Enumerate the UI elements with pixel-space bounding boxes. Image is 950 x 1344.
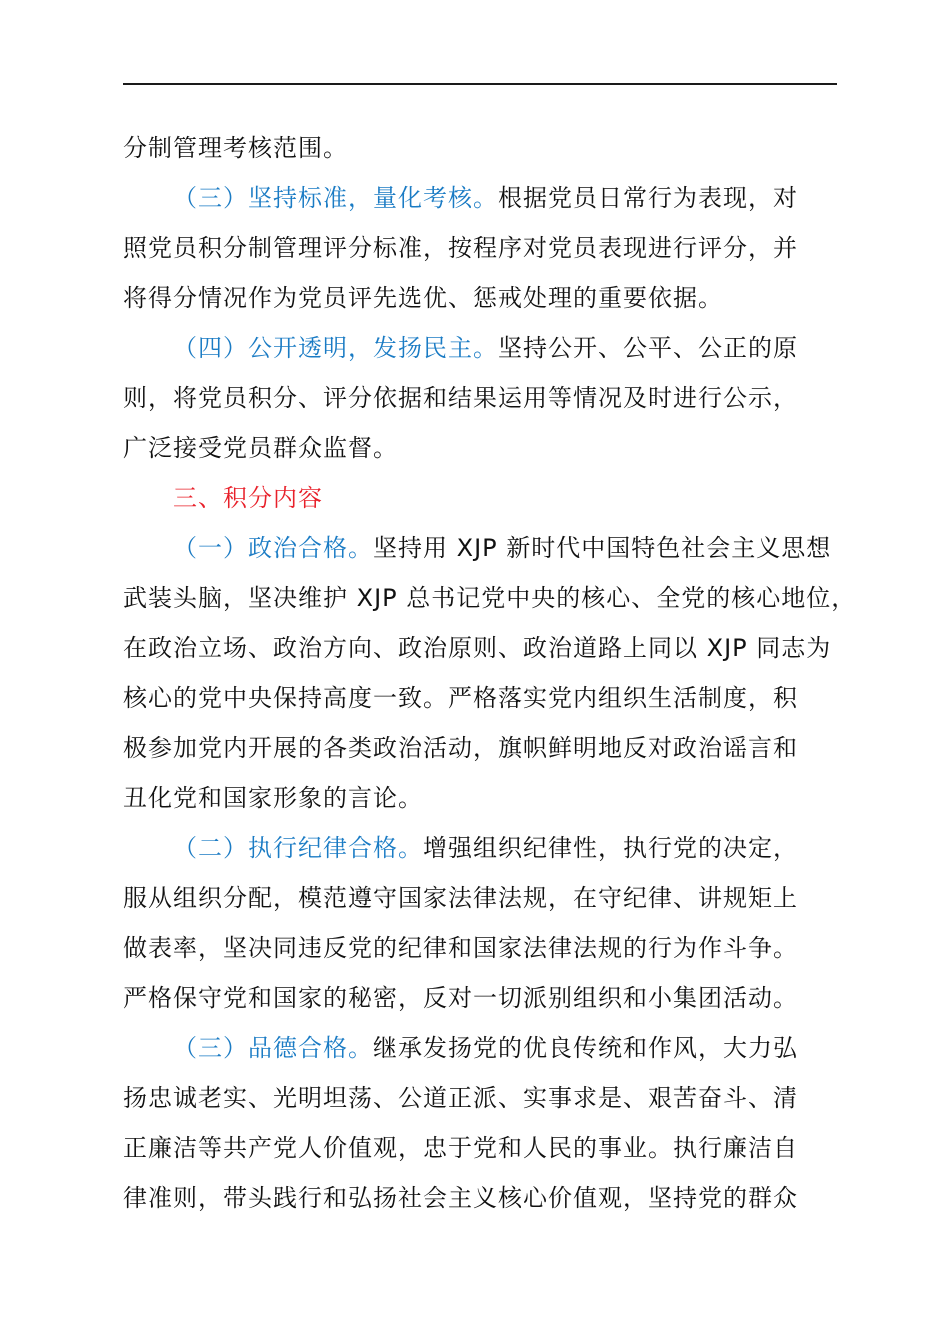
body-text: 做表率，坚决同违反党的纪律和国家法律法规的行为作斗争。 [123, 934, 798, 962]
body-text: 武装头脑，坚决维护 XJP 总书记党中央的核心、全党的核心地位， [123, 584, 857, 612]
paragraph-line [123, 1173, 798, 1223]
paragraph-line [123, 223, 798, 273]
paragraph-line [123, 773, 423, 823]
body-text: 在政治立场、政治方向、政治原则、政治道路上同以 XJP 同志为 [123, 634, 832, 662]
body-text: 则，将党员积分、评分依据和结果运用等情况及时进行公示， [123, 384, 798, 412]
body-text: 坚持用 XJP 新时代中国特色社会主义思想 [373, 534, 832, 562]
subheading: （三）品德合格。 [173, 1034, 373, 1062]
paragraph-line [123, 423, 398, 473]
paragraph-line [173, 323, 798, 373]
body-text: 正廉洁等共产党人价值观，忠于党和人民的事业。执行廉洁自 [123, 1134, 798, 1162]
section-title: 三、积分内容 [173, 484, 323, 512]
body-text: 核心的党中央保持高度一致。严格落实党内组织生活制度，积 [123, 684, 798, 712]
paragraph-line [123, 623, 831, 673]
subheading: （三）坚持标准，量化考核。 [173, 184, 498, 212]
paragraph-line [123, 373, 798, 423]
body-text: 广泛接受党员群众监督。 [123, 434, 398, 462]
subheading: （二）执行纪律合格。 [173, 834, 423, 862]
body-text: 坚持公开、公平、公正的原 [498, 334, 798, 362]
body-text: 根据党员日常行为表现，对 [498, 184, 798, 212]
body-text: 严格保守党和国家的秘密，反对一切派别组织和小集团活动。 [123, 984, 798, 1012]
body-text: 极参加党内开展的各类政治活动，旗帜鲜明地反对政治谣言和 [123, 734, 798, 762]
subheading: （四）公开透明，发扬民主。 [173, 334, 498, 362]
body-text: 扬忠诚老实、光明坦荡、公道正派、实事求是、艰苦奋斗、清 [123, 1084, 798, 1112]
paragraph-line [123, 973, 798, 1023]
section-heading [173, 473, 323, 523]
paragraph-line [123, 1073, 798, 1123]
body-text: 将得分情况作为党员评先选优、惩戒处理的重要依据。 [123, 284, 723, 312]
paragraph-line [123, 923, 798, 973]
body-text: 丑化党和国家形象的言论。 [123, 784, 423, 812]
body-text: 照党员积分制管理评分标准，按程序对党员表现进行评分，并 [123, 234, 798, 262]
paragraph-line [123, 1123, 798, 1173]
paragraph-line [123, 273, 723, 323]
paragraph-line [123, 673, 798, 723]
body-text: 继承发扬党的优良传统和作风，大力弘 [373, 1034, 798, 1062]
paragraph-line [173, 823, 798, 873]
paragraph-line [123, 573, 856, 623]
paragraph-line [173, 173, 798, 223]
paragraph-line [173, 523, 831, 573]
paragraph-line [123, 873, 798, 923]
body-text: 分制管理考核范围。 [123, 134, 348, 162]
paragraph-line [123, 723, 798, 773]
header-rule [123, 83, 837, 85]
paragraph-line [123, 123, 348, 173]
body-text: 律准则，带头践行和弘扬社会主义核心价值观，坚持党的群众 [123, 1184, 798, 1212]
body-text: 服从组织分配，模范遵守国家法律法规，在守纪律、讲规矩上 [123, 884, 798, 912]
subheading: （一）政治合格。 [173, 534, 373, 562]
body-text: 增强组织纪律性，执行党的决定， [423, 834, 798, 862]
paragraph-line [173, 1023, 798, 1073]
